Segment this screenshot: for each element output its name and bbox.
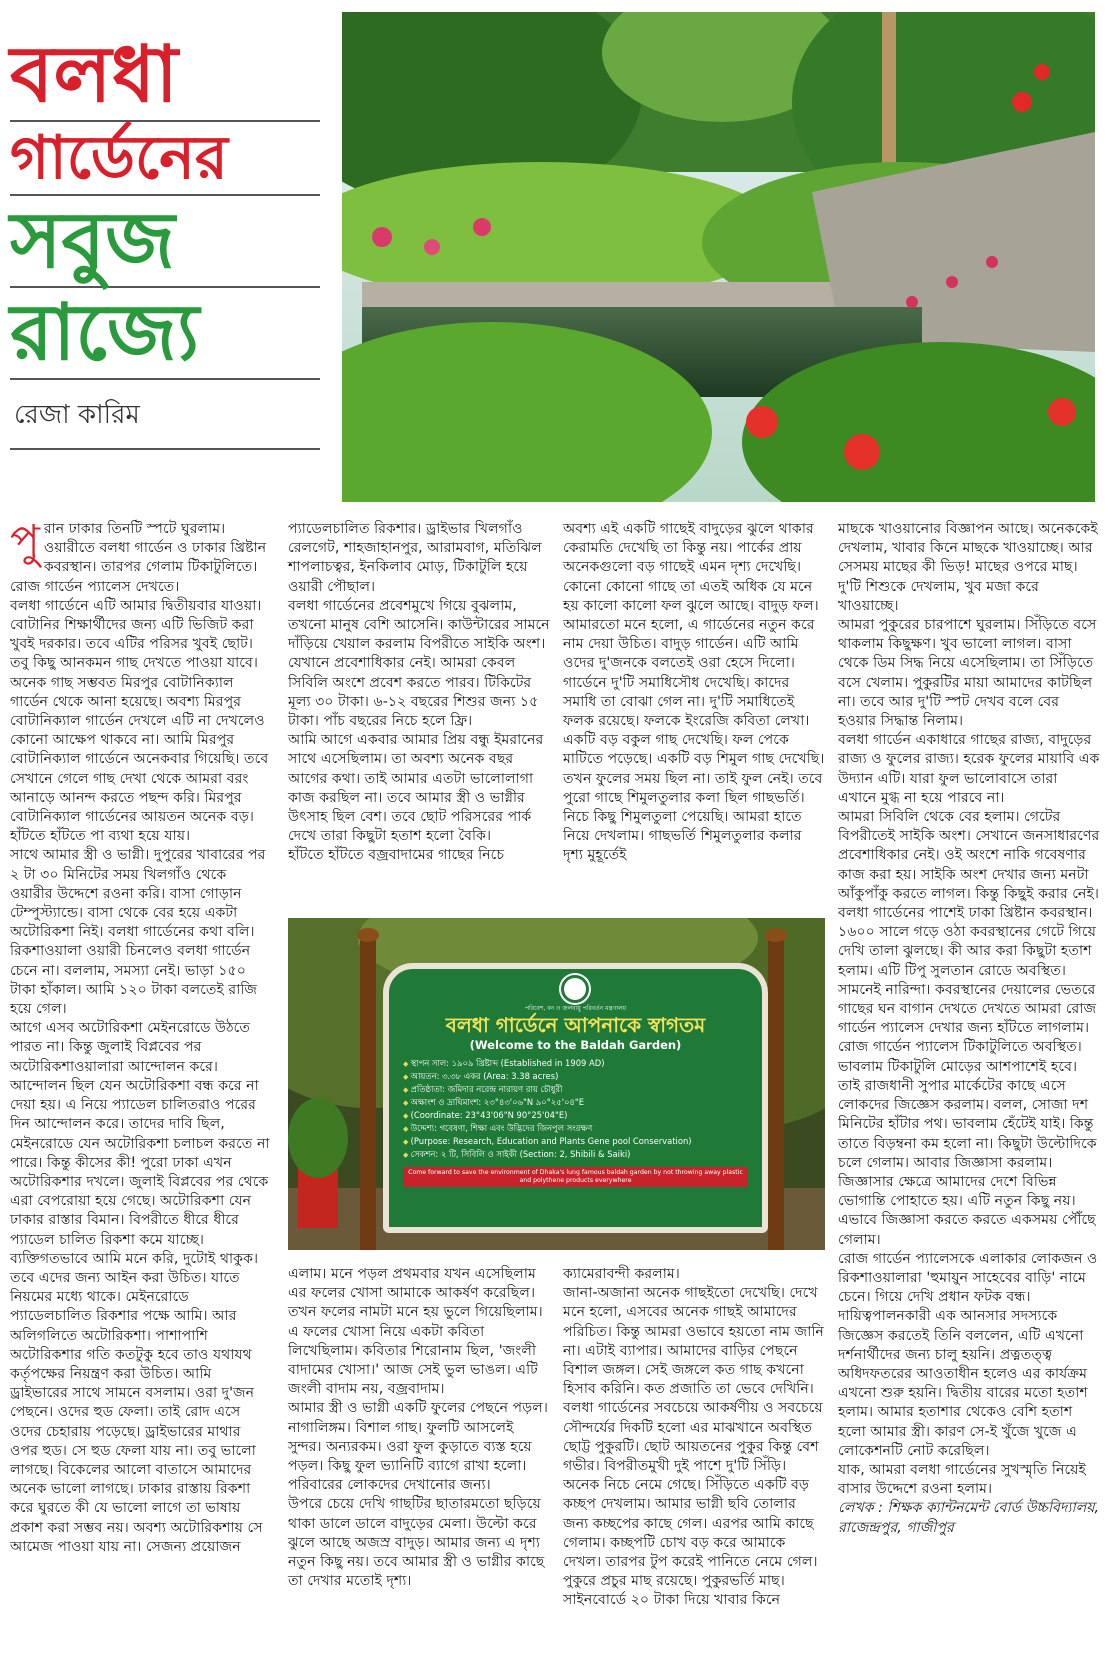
paragraph: বলধা গার্ডেনের সবচেয়ে আকর্ষণীয় ও সবচেয়ে সৌন্দর্যের দিকটি হলো এর মাঝখানে অবস্থিত ছোট্ট পুকুরটি। ছোট আয়তনের পুকুর কিন্তু বেশ গভীর। বিপরীতমুখী দুই পাশে দু'টি সিঁড়ি। অনেক নিচে নেমে গেছে। সিঁড়িতে একটি বড় কচ্ছপ দেখলাম। আমার ভাগ্নী ছবি তোলার জন্য কচ্ছপের কাছে গেল। এরপর আমি কাছে গেলাম। কচ্ছপটি চোখ বড় করে আমাকে দেখল। তারপর টুপ করেই পানিতে নেমে গেল। — [563, 1400, 823, 1571]
signboard-line: ◆ সেকশন: ২ টি, সিবিলি ও সাইকী (Section: 2, Shibili & Saiki) — [403, 1148, 748, 1161]
paragraph: মাছকে খাওয়ানোর বিজ্ঞাপন আছে। অনেককেই দেখলাম, খাবার কিনে মাছকে খাওয়াচ্ছে। আর সেসময় মাছের কী ভিড়! মাছের ওপরে মাছ। দু'টি শিশুকে দেখলাম, খুব মজা করে খাওয়াচ্ছে। — [838, 521, 1098, 614]
signboard-post-left — [360, 938, 376, 1250]
paragraph: একটি বড় বকুল গাছ দেখেছি। ফল পেকে মাটিতে পড়েছে। একটি বড় শিমুল গাছ দেখেছি। তখন ফুলের সময় ছিল না। তাই ফুল নেই। তবে পুরো গাছে শিমুলতুলার কলা ছিল গাছভর্তি। নিচে কিছু শিমুলতুলা পেয়েছি। আমরা হাতে নিয়ে দেখলাম। গাছভর্তি শিমুলতুলার কলার দৃশ্য মুহূর্তেই — [563, 732, 825, 864]
headline-block — [10, 30, 320, 450]
welcome-signboard — [383, 963, 768, 1233]
paragraph: হাঁটতে হাঁটতে বজ্রবাদামের গাছের নিচে — [288, 847, 505, 864]
signboard-line: ◆ উদ্দেশ্য: গবেষণা, শিক্ষা এবং উদ্ভিদের জিনপুল সংরক্ষণ — [403, 1122, 748, 1135]
signboard-line: ◆ প্রতিষ্ঠাতা: জমিদার নরেন্দ্র নারায়ণ রায় চৌধুরী — [403, 1083, 748, 1096]
signboard-line: ◆ আয়তন: ৩.৩৮ একর (Area: 3.38 acres) — [403, 1070, 748, 1083]
signboard-ministry-caption: পরিবেশ, বন ও জলবায়ু পরিবর্তন মন্ত্রণালয় — [524, 1005, 626, 1012]
paragraph: যাক, আমরা বলধা গার্ডেনের সুখস্মৃতি নিয়েই বাসার উদ্দেশে রওনা হলাম। — [838, 1461, 1086, 1498]
signboard-line: ◆ (Purpose: Research, Education and Plants Gene pool Conservation) — [403, 1135, 748, 1148]
paragraph: আমরা সিবিলি থেকে বের হলাম। গেটের বিপরীতেই সাইকি অংশ। সেখানে জনসাধারণের প্রবেশাধিকার নেই। ওই অংশে নাকি গবেষণার কাজ করা হয়। সাইকি অংশ দেখার জন্য মনটা আঁকুপাঁকু করতে লাগল। কিন্তু কিছুই করার নেই। — [838, 809, 1100, 902]
signboard-line: ◆ অক্ষাংশ ও দ্রাঘিমাংশ: ২৩°৪৩'০৬"N ৯০°২৫'০৪"E — [403, 1096, 748, 1109]
paragraph: বলধা গার্ডেন একাধারে গাছের রাজ্য, বাদুড়ের রাজ্য ও ফুলের রাজ্য। হরেক ফুলের মায়াবি এক উদ্যান এটি। যারা ফুল ভালোবাসে তারা এখানে মুগ্ধ না হয়ে পারবে না। — [838, 732, 1100, 806]
paragraph: বলধা গার্ডেনের পাশেই ঢাকা খ্রিষ্টান কবরস্থান। ১৬০০ সালে গড়ে ওঠা কবরস্থানের গেটে গিয়ে দেখি তালা ঝুলছে। কী আর করা কিছুটা হতাশ হলাম। এটি টিপু সুলতান রোডে অবস্থিত। সামনেই নারিন্দা। কবরস্থানের দেয়ালের ভেতরে গাছের ঘন বাগান দেখতে দেখতে আমরা রোজ গার্ডেন প্যালেস দেখার জন্য হাঁটতে লাগলাম। — [838, 905, 1097, 1037]
signboard-title-en: (Welcome to the Baldah Garden) — [469, 1038, 682, 1052]
headline-line-2: গার্ডেনের — [10, 122, 320, 196]
paragraph: প্যাডেলচালিত রিকশার। ড্রাইভার খিলগাঁও রেলগেট, শাহজাহানপুর, আরামবাগ, মতিঝিল শাপলাচত্বর, ইনকিলাব মোড়, টিকাটুলি হয়ে ওয়ারী পৌছাল। — [288, 521, 542, 595]
article-column-2-top — [288, 520, 550, 898]
headline-line-4: রাজ্যে — [10, 288, 320, 380]
article-column-2-bottom — [288, 1265, 550, 1665]
paragraph: ক্যামেরাবন্দী করলাম। — [563, 1266, 680, 1282]
paragraph: আমরা পুকুরের চারপাশে ঘুরলাম। সিঁড়িতে বসে থাকলাম কিছুক্ষণ। খুব ভালো লাগল। বাসা থেকে ডিম সিদ্ধ নিয়ে এসেছিলাম। তা সিঁড়িতে বসে খেলাম। পুকুরটির মায়া আমাদের কাটছিল না। তবে আর দু'টি স্পট দেখব বলে বের হওয়ার সিদ্ধান্ত নিলাম। — [838, 617, 1097, 730]
paragraph: আগে এসব অটোরিকশা মেইনরোডে উঠতে পারত না। কিন্তু জুলাই বিপ্লবের পর অটোরিকশাওয়ালারা আন্দোলন করে। আন্দোলন ছিল যেন অটোরিকশা বন্ধ করে না দেয়া হয়। এ নিয়ে প্যাডেল চালিতরাও পরের দিন আন্দোলন করে। তাদের দাবি ছিল, মেইনরোডে যেন অটোরিকশা চলাচল করতে না পারে। কিন্তু কীসের কী! পুরো ঢাকা এখন অটোরিকশার দখলে। জুলাই বিপ্লবের পর থেকে এরা বেপরোয়া হয়ে গেছে। অটোরিকশা যেন ঢাকার রাস্তার বিমান। বিপরীতে ধীরে ধীরে প্যাডেল চালিত রিকশা কমে যাচ্ছে। — [10, 1020, 270, 1248]
paragraph: উপরে চেয়ে দেখি গাছটির ছাতারমতো ছড়িয়ে থাকা ডালে ডালে বাদুড়ের মেলা। উল্টো করে ঝুলে আছে অজস্র বাদুড়। আমার জন্য এ দৃশ্য নতুন কিছু নয়। তবে আমার স্ত্রী ও ভাগ্নীর কাছে তা দেখার মতোই দৃশ্য। — [288, 1496, 545, 1590]
paragraph: বলধা গার্ডেনের প্রবেশমুখে গিয়ে বুঝলাম, তখনো মানুষ বেশি আসেনি। কাউন্টারের সামনে দাঁড়িয়ে খেয়াল করলাম বিপরীতে সাইকি অংশ। যেখানে প্রবেশাধিকার নেই। আমরা কেবল সিবিলি অংশে প্রবেশ করতে পারব। টিকিটের মূল্য ৩০ টাকা। ৬-১২ বছরের শিশুর জন্য ১৫ টাকা। পাঁচ বছরের নিচে হলে ফ্রি। — [288, 597, 550, 730]
headline-line-1: বলধা — [10, 30, 320, 122]
signboard-notice: Come forward to save the environment of Dhaka's lung famous baldah garden by not throwing away plastic and polythene products everywhere — [403, 1167, 748, 1187]
ministry-logo-icon — [561, 975, 589, 1003]
headline-line-3: সবুজ — [10, 196, 320, 288]
paragraph: অবশ্য এই একটি গাছেই বাদুড়ের ঝুলে থাকার কেরামতি দেখেছি তা কিন্তু নয়। পার্কের প্রায় অনেকগুলো বড় গাছেই এমন দৃশ্য দেখেছি। কোনো কোনো গাছে তা এতই অধিক যে মনে হয় কালো কালো ফল ঝুলে আছে। বাদুড় ফল। আমারতো মনে হলো, এ গার্ডেনের নতুন করে নাম দেয়া উচিত। বাদুড় গার্ডেন। এটি আমি ওদের দু'জনকে বলতেই ওরা হেসে দিলো। — [563, 521, 819, 672]
garden-pond-photo — [342, 12, 1095, 502]
signboard-title-bn: বলধা গার্ডেনে আপনাকে স্বাগতম — [445, 1013, 706, 1037]
signboard-line: ◆ স্থাপন সাল: ১৯০৯ খ্রিষ্টাব্দ (Established in 1909 AD) — [403, 1057, 748, 1070]
paragraph: আমি আগে একবার আমার প্রিয় বন্ধু ইমরানের সাথে এসেছিলাম। তা অবশ্য অনেক বছর আগের কথা। তাই আমার এতটা ভালোলাগা কাজ করছিল না। তবে আমার স্ত্রী ও ভাগ্নীর উৎসাহ ছিল বেশ। তবে ছোট পরিসরের পার্ক দেখে তারা কিছুটা হতাশ হলো বৈকি। — [288, 732, 544, 845]
paragraph: রান ঢাকার তিনটি স্পটে ঘুরলাম। ওয়ারীতে বলধা গার্ডেন ও ঢাকার খ্রিষ্টান কবরস্থান। তারপর গেলাম টিকাটুলিতে। রোজ গার্ডেন প্যালেস দেখতে। — [10, 521, 267, 595]
signboard-post-right — [768, 938, 784, 1250]
paragraph: জানা-অজানা অনেক গাছইতো দেখেছি। দেখে মনে হলো, এসবের অনেক গাছই আমাদের পরিচিত। কিন্তু আমরা ওভাবে হয়তো নাম জানি না। এটাই ব্যাপার। আমাদের বাড়ির পেছনে বিশাল জঙ্গল। সেই জঙ্গলে কত গাছ কখনো হিসাব করিনি। কত প্রজাতি তা ভেবে দেখিনি। — [563, 1285, 824, 1398]
article-column-3-top — [563, 520, 825, 898]
paragraph: ব্যক্তিগতভাবে আমি মনে করি, দুটোই থাকুক। তবে এদের জন্য আইন করা উচিত। যাতে নিয়মের মধ্যে থাকে। মেইনরোডে প্যাডেলচালিত রিকশার পক্ষে আমি। আর অলিগলিতে অটোরিকশা। পাশাপাশি অটোরিকশার গতি কতটুকু হবে তাও যথাযথ কর্তৃপক্ষের নিয়ন্ত্রণ করা উচিত। আমি ড্রাইভারের সাথে সামনে বসলাম। ওরা দু'জন পেছনে। ওদের হুড ফেলা। তাই রোদ এসে ওদের চেহারায় পড়েছে। ড্রাইভারের মাথার ওপর হুড। সে হুড ফেলা যায় না। তবু ভালো লাগছে। বিকেলের আলো বাতাসে আমাদের অনেক ভালো লাগছে। ঢাকার রাস্তায় রিকশা করে ঘুরতে কী যে ভালো লাগে তা ভাষায় প্রকাশ করা সম্ভব নয়। অবশ্য অটোরিকশায় সে আমেজ পাওয়া যায় না। সেজন্য প্রয়োজন — [10, 1250, 263, 1555]
author-note: লেখক : শিক্ষক ক্যান্টনমেন্ট বোর্ড উচ্চবিদ্যালয়, রাজেন্দ্রপুর, গাজীপুর — [838, 1500, 1100, 1536]
signboard-line: ◆ (Coordinate: 23°43'06"N 90°25'04"E) — [403, 1109, 748, 1122]
paragraph: এলাম। মনে পড়ল প্রথমবার যখন এসেছিলাম এর ফলের খোসা আমাকে আকর্ষণ করেছিল। তখন ফলের নামটা মনে হয় ভুলে গিয়েছিলাম। এ ফলের খোসা নিয়ে একটা কবিতা লিখেছিলাম। কবিতার শিরোনাম ছিল, 'জংলী বাদামের খোসা।' আজ সেই ভুল ভাঙল। এটি জংলী বাদাম নয়, বজ্রবাদাম। — [288, 1266, 543, 1398]
paragraph: আমার স্ত্রী ও ভাগ্নী একটি ফুলের পেছনে পড়ল। নাগালিঙ্গম। বিশাল গাছ। ফুলটি আসলেই সুন্দর। অন্যরকম। ওরা ফুল কুড়াতে ব্যস্ত হয়ে পড়ল। কিছু ফুল ভ্যানিটি ব্যাগে রাখা হলো। পরিবারের লোকদের দেখানোর জন্য। — [288, 1400, 548, 1494]
paragraph: সাথে আমার স্ত্রী ও ভাগ্নী। দুপুরের খাবারের পর ২ টা ৩০ মিনিটের সময় খিলগাঁও থেকে ওয়ারীর উদ্দেশে রওনা করি। বাসা গোড়ান টেম্পুস্ট্যান্ডে। বাসা থেকে বের হয়ে একটা অটোরিকশা নিই। বলধা গার্ডেনের কথা বলি। রিকশাওয়ালা ওয়ারী চিনলেও বলধা গার্ডেন চেনে না। বললাম, সমস্যা নেই। ভাড়া ১৫০ টাকা হাঁকাল। আমি ১২০ টাকা বলতেই রাজি হয়ে গেল। — [10, 847, 266, 1018]
paragraph: রোজ গার্ডেন প্যালেসকে এলাকার লোকজন ও রিকশাওয়ালারা 'হুমায়ুন সাহেবের বাড়ি' নামে চেনে। গিয়ে দেখি প্রধান ফটক বন্ধ। দায়িত্বপালনকারী এক আনসার সদস্যকে জিজ্ঞেস করতেই তিনি বললেন, এটি এখনো দর্শনার্থীদের জন্য চালু হয়নি। প্রত্নতত্ত্ব অধিদফতরের আওতাধীন হলেও এর কার্যক্রম এখনো শুরু হয়নি। দ্বিতীয় বারের মতো হতাশ হলাম। আমার হতাশার থেকেও বেশি হতাশ হলো আমার স্ত্রী। কারণ সে-ই খুঁজে খুজে এ লোকেশনটি নোট করেছিল। — [838, 1250, 1098, 1459]
garden-pond-illustration — [342, 12, 1095, 502]
dropcap: পু — [10, 516, 40, 567]
article-column-3-bottom — [563, 1265, 825, 1665]
paragraph: বলধা গার্ডেনে এটি আমার দ্বিতীয়বার যাওয়া। বোটানির শিক্ষার্থীদের জন্য এটি ভিজিট করা খুবই দরকার। তবে এটির পরিসর খুবই ছোট। তবু কিছু আনকমন গাছ দেখতে পাওয়া যাবে। অনেক গাছ সম্ভবত মিরপুর বোটানিক্যাল গার্ডেন থেকে আনা হয়েছে। অবশ্য মিরপুর বোটানিক্যাল গার্ডেন দেখলে এটি না দেখলেও কোনো আক্ষেপ থাকবে না। আমি মিরপুর বোটানিক্যাল গার্ডেনে অনেকবার গিয়েছি। তবে সেখানে গেলে গাছ দেখা থেকে আমরা বরং আনাড়ে আনন্দ করতে পছন্দ করি। মিরপুর বোটানিক্যাল গার্ডেনের আয়তন অনেক বড়। হাঁটতে হাঁটতে পা ব্যথা হয়ে যায়। — [10, 597, 269, 845]
paragraph: পুকুরে প্রচুর মাছ রয়েছে। পুকুরভর্তি মাছ। সাইনবোর্ডে ২০ টাকা দিয়ে খাবার কিনে — [563, 1573, 785, 1609]
author-byline: রেজা কারিম — [10, 380, 320, 450]
signboard-photo — [288, 918, 825, 1250]
article-column-4 — [838, 520, 1100, 1670]
paragraph: গার্ডেনে দু'টি সমাধিসৌধ দেখেছি। কাদের সমাধি তা বোঝা গেল না। দু'টি সমাধিতেই ফলক রয়েছে। ফলকে ইংরেজি কবিতা লেখা। — [563, 674, 810, 730]
article-column-1 — [10, 516, 272, 1670]
paragraph: রোজ গার্ডেন প্যালেস টিকাটুলিতে অবস্থিত। ভাবলাম টিকাটুলি মোড়ের আশপাশেই হবে। তাই রাজধানী সুপার মার্কেটের কাছে এসে লোকদের জিজ্ঞেস করলাম। বলল, সোজা দশ মিনিটের হাঁটার পথ। ভাবলাম হেঁটেই যাই। কিন্তু তাতে বিড়ম্বনা কম হলো না। কিছুটা উল্টোদিকে চলে গেলাম। আবার জিজ্ঞাসা করলাম। জিজ্ঞাসার ক্ষেত্রে আমাদের দেশে বিভিন্ন ভোগান্তি পোহাতে হয়। এটি নতুন কিছু নয়। এভাবে জিজ্ঞাসা করতে করতে একসময় পৌঁছে গেলাম। — [838, 1039, 1097, 1248]
